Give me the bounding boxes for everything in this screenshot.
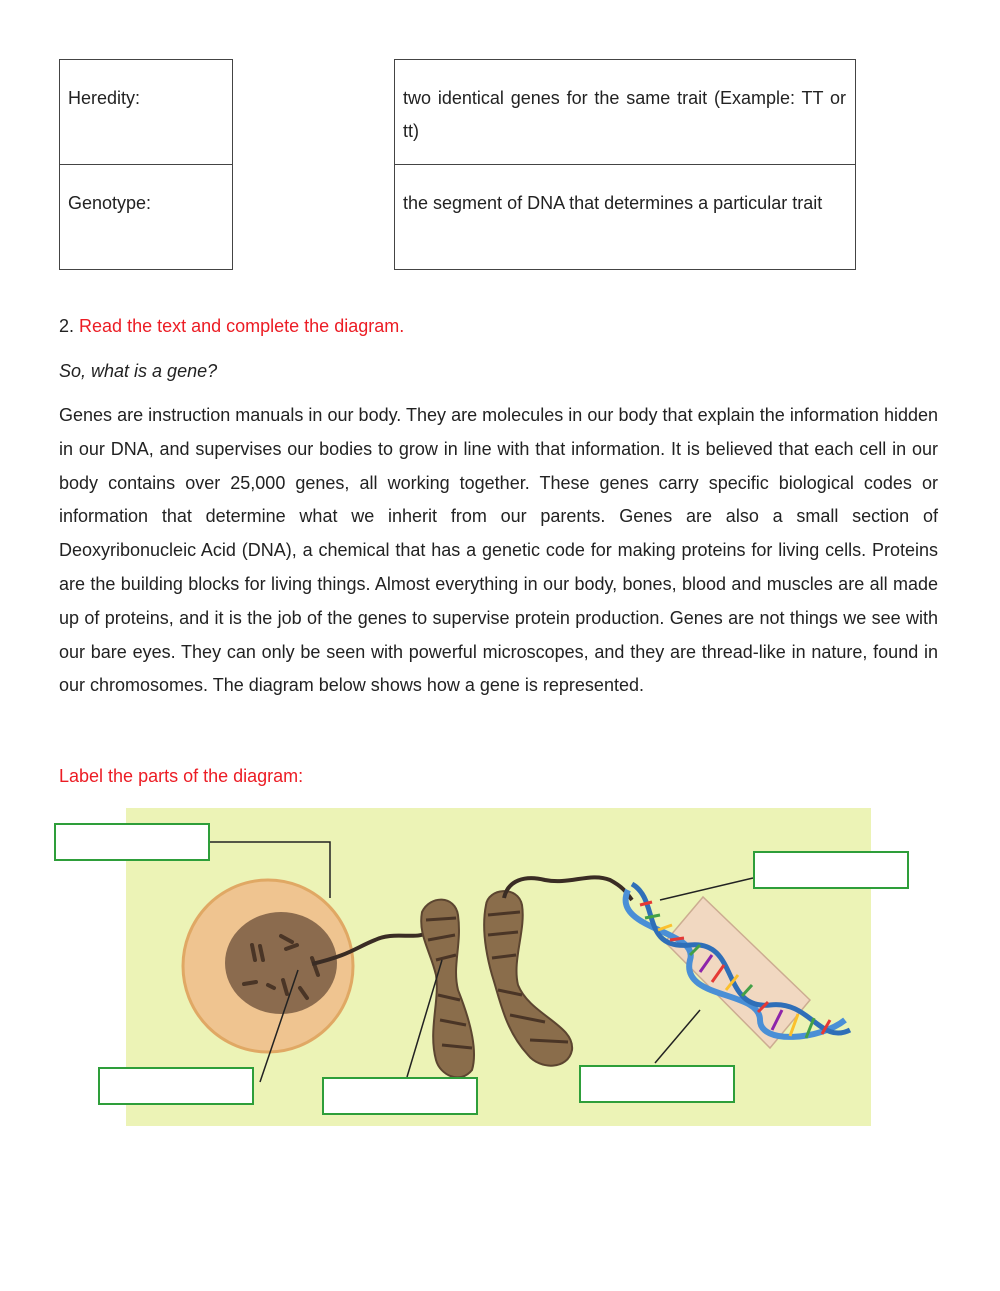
section-number: 2.	[59, 316, 75, 336]
chromosome-label-box[interactable]	[322, 1077, 478, 1115]
leader-line-nucleus	[260, 970, 298, 1082]
instruction-text: Read the text and complete the diagram.	[79, 316, 405, 336]
chromatin-thread	[312, 930, 430, 964]
table-term-genotype: Genotype:	[59, 164, 233, 270]
nucleus-shape	[225, 912, 337, 1014]
leader-line-gene	[655, 1010, 700, 1063]
chromatin-thread-2	[504, 877, 632, 900]
leader-line-cell	[210, 842, 330, 898]
cell-label-box[interactable]	[54, 823, 210, 861]
dna-label-box[interactable]	[753, 851, 909, 889]
nucleus-label-box[interactable]	[98, 1067, 254, 1105]
chromosome-illustration	[421, 891, 572, 1077]
label-heading: Label the parts of the diagram:	[59, 766, 304, 786]
gene-label-box[interactable]	[579, 1065, 735, 1103]
section-subtitle: So, what is a gene?	[59, 361, 218, 381]
leader-line-chromosome	[407, 960, 442, 1077]
table-term-heredity: Heredity:	[59, 59, 233, 165]
dna-helix	[626, 884, 850, 1038]
cell-illustration	[183, 880, 353, 1052]
leader-line-dna	[660, 878, 753, 900]
gene-highlight	[665, 897, 810, 1048]
section-2-instruction	[59, 314, 404, 338]
table-definition-1[interactable]: two identical genes for the same trait (Example: TT or tt)	[394, 59, 856, 165]
table-definition-2[interactable]: the segment of DNA that determines a particular trait	[394, 164, 856, 270]
reading-paragraph: Genes are instruction manuals in our body. They are molecules in our body that explain the information hidden in our DNA, and supervises our bodies to grow in line with that information. It is believed that each cell in our body contains over 25,000 genes, all working together. These genes carry specific biological codes or information that determine what we inherit from our parents. Genes are also a small section of Deoxyribonucleic Acid (DNA), a chemical that has a genetic code for making proteins for living cells. Proteins are the building blocks for living things. Almost everything in our body, bones, blood and muscles are all made up of proteins, and it is the job of the genes to supervise protein production. Genes are not things we see with our bare eyes. They can only be seen with powerful microscopes, and they are thread-like in nature, found in our chromosomes. The diagram below shows how a gene is represented.	[59, 405, 938, 696]
